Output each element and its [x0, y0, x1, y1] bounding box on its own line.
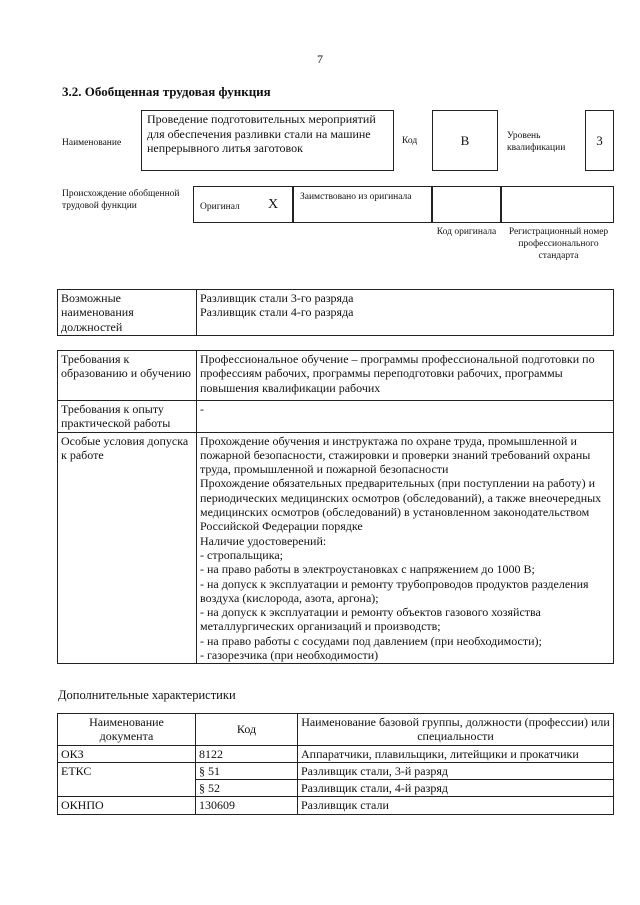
- req-line: Наличие удостоверений:: [200, 533, 327, 548]
- cell-name: Разливщик стали, 3-й разряд: [298, 762, 614, 779]
- req-line: - на допуск к эксплуатации и ремонту объектов газового хозяйства металлургических организаций и производств;: [200, 605, 541, 634]
- req-value: [197, 432, 614, 664]
- req-line: Прохождение обязательных предварительных (при поступлении на работу) и периодических медицинских осмотров (обследований), а также внеочередных медицинских осмотров (обследований) в установленном законодательством Российской Федерации порядке: [200, 476, 602, 534]
- table-row: [58, 797, 614, 814]
- cell-document: ЕТКС: [58, 762, 196, 797]
- positions-label: Возможные наименования должностей: [58, 290, 197, 336]
- additional-title: Дополнительные характеристики: [58, 688, 236, 702]
- positions-values: [197, 290, 614, 336]
- page-number: 7: [317, 52, 323, 66]
- name-value: Проведение подготовительных мероприятий для обеспечения разливки стали на машине непрерывного литья заготовок: [141, 110, 394, 171]
- additional-table: [57, 713, 614, 815]
- table-row: [58, 745, 614, 762]
- col-header-name: Наименование базовой группы, должности (профессии) или специальности: [298, 714, 614, 746]
- reg-number-label: Регистрационный номер профессионального стандарта: [508, 227, 609, 261]
- req-line: -: [200, 402, 204, 416]
- borrowed-box: Заимствовано из оригинала: [293, 186, 432, 223]
- req-label: Особые условия допуска к работе: [58, 432, 197, 664]
- position-item: Разливщик стали 3-го разряда: [200, 291, 354, 305]
- cell-name: Аппаратчики, плавильщики, литейщики и прокатчики: [298, 745, 614, 762]
- req-line: - газорезчика (при необходимости): [200, 648, 379, 663]
- original-mark: X: [268, 197, 279, 212]
- positions-table: [57, 289, 614, 336]
- cell-document: ОКЗ: [58, 745, 196, 762]
- cell-code: 130609: [196, 797, 298, 814]
- req-line: - на право работы с сосудами под давлением (при необходимости);: [200, 633, 542, 648]
- col-header-code: Код: [196, 714, 298, 746]
- req-label: Требования к образованию и обучению: [58, 351, 197, 401]
- req-label: Требования к опыту практической работы: [58, 401, 197, 433]
- cell-code: § 52: [196, 780, 298, 797]
- level-value: 3: [585, 110, 614, 171]
- name-label: Наименование: [62, 138, 122, 148]
- cell-code: § 51: [196, 762, 298, 779]
- code-original-label: Код оригинала: [436, 227, 497, 237]
- original-label: Оригинал: [200, 202, 240, 212]
- req-line: - стропальщика;: [200, 547, 283, 562]
- cell-code: 8122: [196, 745, 298, 762]
- level-label: Уровень квалификации: [507, 131, 566, 153]
- col-header-document: Наименование документа: [58, 714, 196, 746]
- position-item: Разливщик стали 4-го разряда: [200, 305, 354, 320]
- code-label: Код: [402, 136, 418, 146]
- cell-name: Разливщик стали, 4-й разряд: [298, 780, 614, 797]
- req-value: [197, 401, 614, 433]
- original-box: [193, 186, 293, 223]
- table-row: [58, 762, 614, 779]
- code-original-box: [432, 186, 501, 223]
- req-line: Прохождение обучения и инструктажа по охране труда, промышленной и пожарной безопасности, стажировки и проверки знаний требований охраны труда, промышленной и пожарной безопасности: [200, 433, 591, 477]
- cell-document: ОКНПО: [58, 797, 196, 814]
- req-line: Профессиональное обучение – программы профессиональной подготовки по профессиям рабочих, программы переподготовки рабочих, программы повышения квалификации рабочих: [200, 352, 595, 395]
- code-value: В: [432, 110, 498, 171]
- req-line: - на право работы в электроустановках с напряжением до 1000 В;: [200, 562, 535, 577]
- requirements-table: [57, 350, 614, 664]
- reg-number-box: [501, 186, 614, 223]
- origin-label: Происхождение обобщенной трудовой функции: [62, 189, 180, 211]
- section-title: 3.2. Обобщенная трудовая функция: [62, 84, 271, 99]
- req-value: [197, 351, 614, 401]
- req-line: - на допуск к эксплуатации и ремонту трубопроводов продуктов разделения воздуха (кислорода, азота, аргона);: [200, 576, 589, 605]
- cell-name: Разливщик стали: [298, 797, 614, 814]
